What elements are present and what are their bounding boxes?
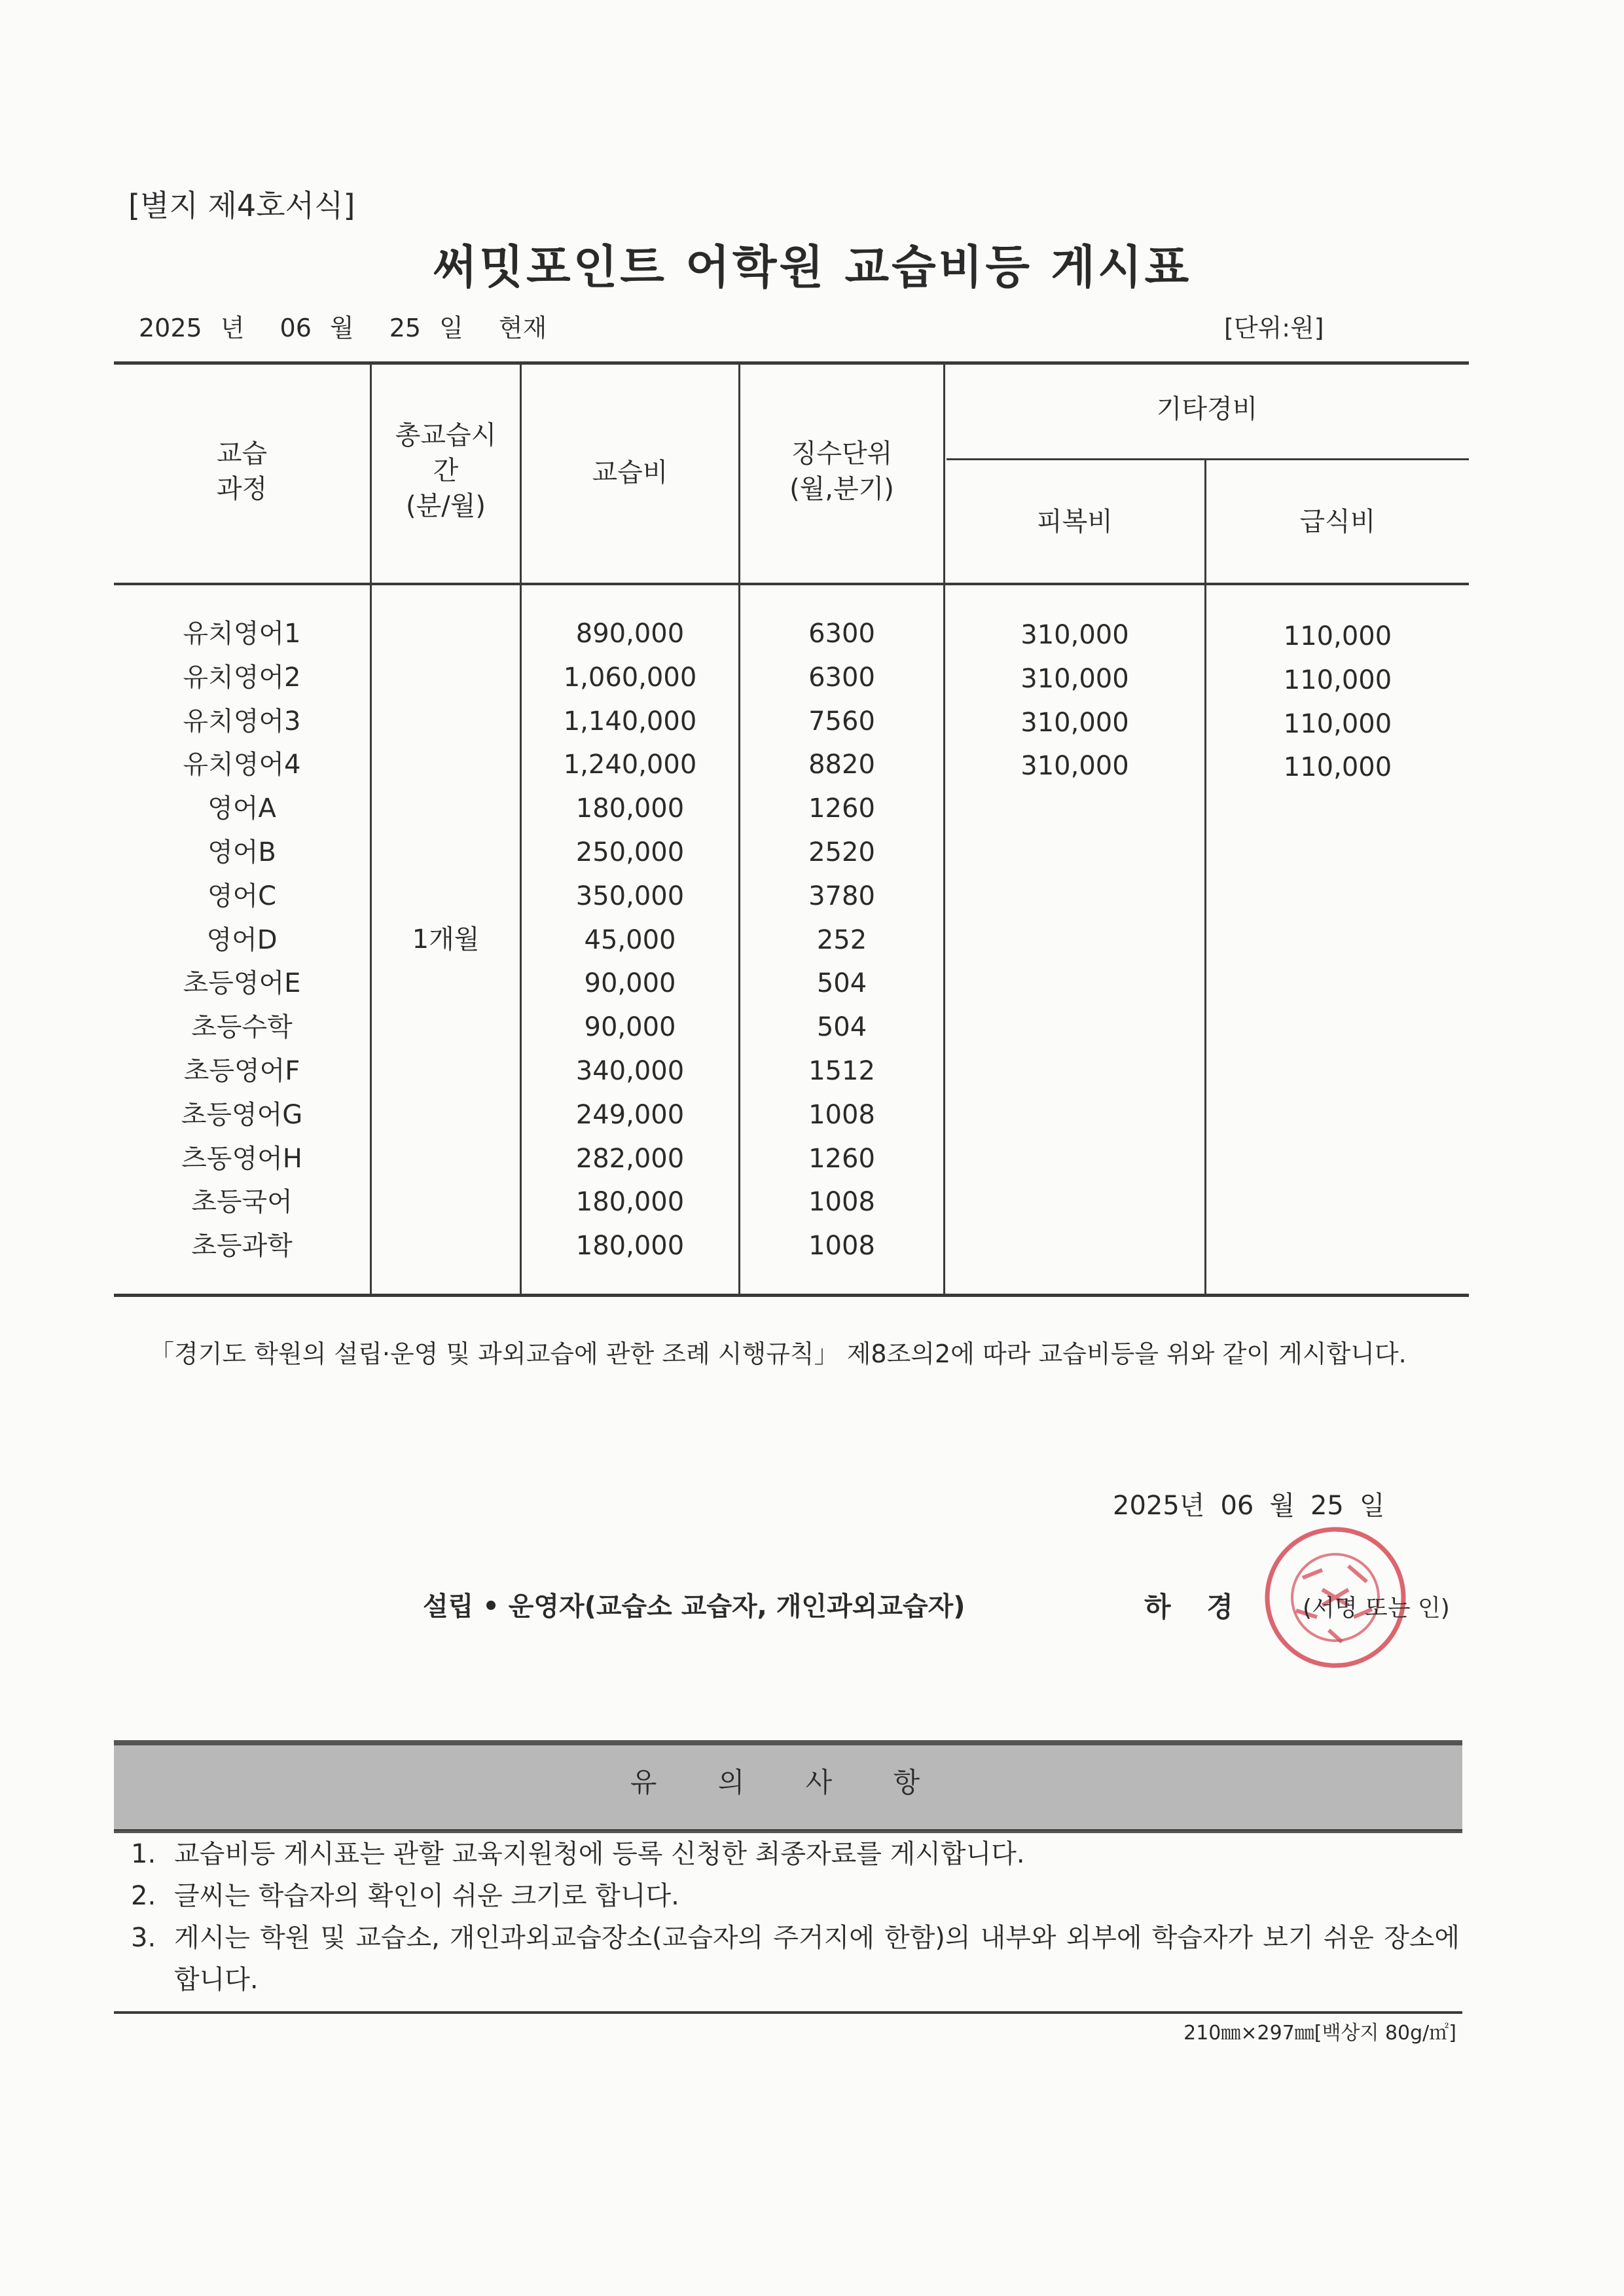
cell-meal: [1206, 1052, 1469, 1096]
cell-fee: 180,000: [575, 1187, 685, 1218]
cell-uniform: [945, 1139, 1204, 1182]
form-label: [별지 제4호서식]: [128, 188, 355, 223]
header-meal: 급식비: [1299, 507, 1376, 537]
cell-course: 초등영어E: [183, 968, 301, 999]
cell-course: 유치영어4: [183, 750, 301, 780]
cell-meal: [1206, 833, 1469, 877]
cell-course: 유치영어3: [183, 706, 301, 737]
cell-unit: 6300: [808, 619, 875, 649]
caution-title: 유 의 사 항: [630, 1766, 947, 1798]
header-collection-unit: 징수단위 (월,분기): [789, 439, 894, 504]
cell-fee: 340,000: [575, 1055, 685, 1086]
page-title: 써밋포인트 어학원 교습비등 게시표: [432, 240, 1192, 294]
cell-course: 영어D: [206, 924, 278, 955]
cell-uniform: [945, 1182, 1204, 1226]
cell-unit: 1260: [808, 793, 875, 824]
founder-label: 설립 • 운영자(교습소 교습자, 개인과외교습자): [423, 1592, 965, 1622]
total-hours-value: 1개월: [412, 924, 480, 955]
cell-uniform: 310,000: [1020, 707, 1129, 738]
cell-uniform: [945, 920, 1204, 964]
cell-meal: [1206, 1183, 1469, 1227]
header-bottom-rule: [114, 583, 1469, 585]
cell-uniform: [945, 788, 1204, 832]
caution-item: 2. 글씨는 학습자의 확인이 쉬운 크기로 합니다.: [131, 1881, 679, 1911]
header-total-hours: 총교습시 간 (분/월): [395, 420, 497, 521]
cell-unit: 252: [816, 924, 867, 955]
table-bottom-rule: [114, 1294, 1469, 1297]
cell-fee: 1,140,000: [563, 706, 697, 737]
cell-course: 유치영어1: [183, 619, 301, 649]
cell-meal: [1206, 1096, 1469, 1140]
cell-course: 초등과학: [191, 1231, 293, 1262]
course-column: [114, 612, 370, 1268]
cell-fee: 282,000: [575, 1143, 685, 1174]
cell-unit: 1008: [808, 1099, 875, 1130]
cell-unit: 1260: [808, 1143, 875, 1174]
cell-course: 영어B: [208, 837, 276, 867]
cell-meal: [1206, 921, 1469, 965]
cell-unit: 7560: [808, 706, 875, 737]
cell-uniform: [945, 876, 1204, 920]
cell-fee: 350,000: [575, 881, 685, 911]
cell-meal: 110,000: [1283, 621, 1392, 651]
cell-uniform: [945, 1226, 1204, 1269]
cell-meal: [1206, 1008, 1469, 1052]
cell-unit: 2520: [808, 837, 875, 867]
cell-fee: 249,000: [575, 1099, 685, 1130]
cell-unit: 504: [816, 968, 867, 999]
cell-fee: 1,240,000: [563, 750, 697, 780]
caution-item: 3. 게시는 학원 및 교습소, 개인과외교습장소(교습자의 주거지에 한함)의 내부와 외부에 학습자가 보기 쉬운 장소에 합니다.: [131, 1923, 1460, 1995]
uniform-column: [945, 613, 1204, 1269]
cell-unit: 1008: [808, 1231, 875, 1262]
header-other-costs: 기타경비: [1156, 394, 1258, 424]
cell-course: 초등국어: [191, 1187, 293, 1218]
cell-fee: 890,000: [575, 619, 685, 649]
cell-meal: [1206, 790, 1469, 833]
caution-list: [131, 1833, 1460, 2001]
founder-name: 하 경: [1144, 1591, 1246, 1623]
meal-column: [1206, 615, 1469, 1271]
cell-course: 츠동영어H: [181, 1143, 302, 1174]
cell-uniform: [945, 1007, 1204, 1051]
cell-meal: [1206, 1140, 1469, 1184]
caution-item: 1. 교습비등 게시표는 관할 교육지원청에 등록 신청한 최종자료를 게시합니다.: [131, 1839, 1025, 1869]
cell-fee: 90,000: [584, 1012, 676, 1043]
cell-meal: 110,000: [1283, 708, 1392, 739]
cell-meal: [1206, 877, 1469, 921]
cell-unit: 6300: [808, 662, 875, 693]
header-course: 교습 과정: [216, 439, 268, 504]
cell-meal: 110,000: [1283, 665, 1392, 695]
header-subrule: [947, 458, 1469, 460]
cell-fee: 250,000: [575, 837, 685, 867]
cell-uniform: [945, 963, 1204, 1007]
cell-unit: 3780: [808, 881, 875, 911]
caution-top-rule: [114, 1829, 1462, 1831]
cell-fee: 45,000: [584, 924, 676, 955]
cell-uniform: 310,000: [1020, 620, 1129, 650]
cell-course: 초등수학: [191, 1012, 293, 1043]
cell-meal: 110,000: [1283, 752, 1392, 783]
cell-course: 유치영어2: [183, 662, 301, 693]
cell-course: 초등영어F: [183, 1055, 300, 1086]
cell-uniform: [945, 1051, 1204, 1095]
cell-fee: 180,000: [575, 793, 685, 824]
cell-fee: 180,000: [575, 1231, 685, 1262]
unit-label: [단위:원]: [1224, 314, 1324, 342]
cell-fee: 1,060,000: [563, 662, 697, 693]
signature-note: (서명 또는 인): [1303, 1595, 1450, 1622]
header-uniform: 피복비: [1037, 507, 1113, 537]
table-top-rule: [114, 361, 1469, 365]
cell-course: 영어C: [207, 881, 277, 911]
notice-text: 「경기도 학원의 설립·운영 및 과외교습에 관한 조례 시행규칙」 제8조의2에 따라 교습비등을 위와 같이 게시합니다.: [149, 1339, 1407, 1368]
as-of-date: 2025 년 06 월 25 일 현재: [139, 314, 547, 342]
caution-bottom-rule: [114, 2011, 1462, 2014]
cell-course: 초등영어G: [181, 1099, 303, 1130]
cell-uniform: [945, 832, 1204, 876]
fee-column: [522, 612, 738, 1268]
cell-unit: 1512: [808, 1055, 875, 1086]
sign-date: 2025년 06 월 25 일: [1113, 1491, 1385, 1521]
cell-fee: 90,000: [584, 968, 676, 999]
unit-column: [740, 612, 943, 1268]
header-fee: 교습비: [592, 458, 668, 488]
cell-course: 영어A: [208, 793, 276, 824]
cell-meal: [1206, 1227, 1469, 1271]
cell-meal: [1206, 964, 1469, 1008]
cell-unit: 1008: [808, 1187, 875, 1218]
cell-unit: 8820: [808, 750, 875, 780]
cell-uniform: 310,000: [1020, 663, 1129, 694]
cell-unit: 504: [816, 1012, 867, 1043]
cell-uniform: [945, 1095, 1204, 1139]
paper-spec: 210㎜×297㎜[백상지 80g/㎡]: [1183, 2022, 1456, 2045]
cell-uniform: 310,000: [1020, 751, 1129, 782]
